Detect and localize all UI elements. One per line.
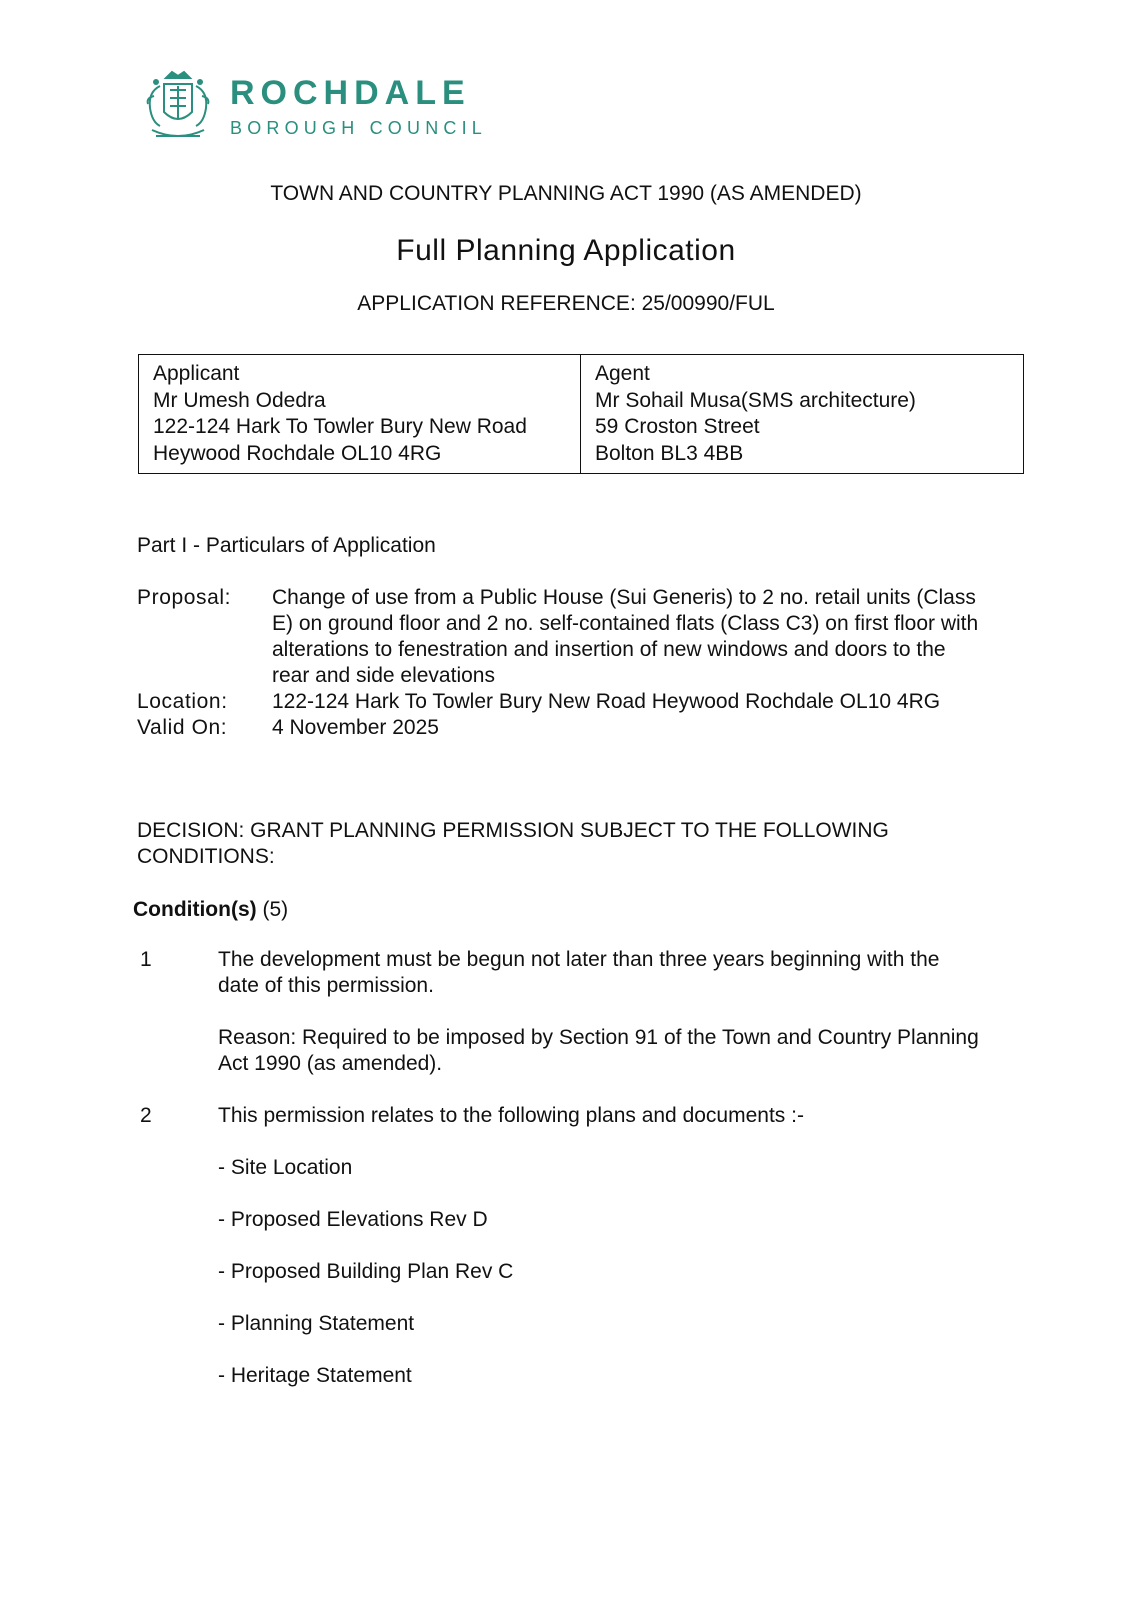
condition-number: 2 [140, 1104, 152, 1127]
council-crest-icon [142, 68, 214, 144]
particulars-heading: Part I - Particulars of Application [137, 534, 436, 557]
agent-address-line1: 59 Croston Street [595, 415, 760, 438]
decision-text: DECISION: GRANT PLANNING PERMISSION SUBJECT TO THE FOLLOWING CONDITIONS: [137, 819, 889, 868]
valid-on-row [137, 715, 987, 741]
act-line: TOWN AND COUNTRY PLANNING ACT 1990 (AS AMENDED) [270, 182, 862, 205]
applicant-heading: Applicant [153, 362, 240, 385]
particulars-block [137, 585, 987, 741]
list-item: - Planning Statement [218, 1312, 415, 1335]
agent-name: Mr Sohail Musa(SMS architecture) [595, 388, 916, 412]
applicant-cell [139, 355, 581, 473]
list-item: - Proposed Elevations Rev D [218, 1208, 488, 1231]
council-logo [142, 68, 487, 144]
valid-on-label: Valid On: [137, 716, 228, 739]
condition-text: This permission relates to the following plans and documents :- [218, 1104, 804, 1127]
document-title: Full Planning Application [396, 234, 736, 267]
conditions-heading-label: Condition(s) [133, 898, 257, 921]
applicant-name: Mr Umesh Odedra [153, 388, 326, 412]
condition-2 [140, 1103, 980, 1415]
proposal-text: Change of use from a Public House (Sui Generis) to 2 no. retail units (Class E) on ground floor and 2 no. self-contained flats (Class C3) on first floor with alterations to fenestration and insertion of new windows and doors to the rear and side elevations [272, 586, 979, 687]
council-subtitle: BOROUGH COUNCIL [230, 118, 488, 138]
condition-reason: Reason: Required to be imposed by Section 91 of the Town and Country Planning Act 1990 (as amended). [218, 1026, 979, 1075]
proposal-row [137, 585, 987, 689]
list-item: - Site Location [218, 1156, 353, 1179]
applicant-address-line2: Heywood Rochdale OL10 4RG [153, 441, 442, 465]
list-item: - Proposed Building Plan Rev C [218, 1260, 514, 1283]
agent-cell [581, 355, 1023, 473]
application-reference: APPLICATION REFERENCE: 25/00990/FUL [357, 292, 775, 315]
council-name: ROCHDALE [230, 74, 471, 112]
location-text: 122-124 Hark To Towler Bury New Road Heywood Rochdale OL10 4RG [272, 690, 941, 713]
agent-address-line2: Bolton BL3 4BB [595, 441, 744, 465]
list-item: - Heritage Statement [218, 1364, 412, 1387]
parties-table [138, 354, 1024, 474]
valid-on-date: 4 November 2025 [272, 716, 439, 739]
condition-number: 1 [140, 948, 152, 971]
documents-list [218, 1155, 980, 1389]
agent-heading: Agent [595, 362, 650, 385]
conditions-count: (5) [262, 898, 289, 921]
condition-text: The development must be begun not later than three years beginning with the date of this permission. [218, 948, 940, 997]
applicant-address-line1: 122-124 Hark To Towler Bury New Road [153, 415, 527, 438]
conditions-heading [133, 898, 288, 922]
condition-1 [140, 947, 980, 1077]
location-row [137, 689, 987, 715]
proposal-label: Proposal: [137, 586, 232, 609]
location-label: Location: [137, 690, 228, 713]
